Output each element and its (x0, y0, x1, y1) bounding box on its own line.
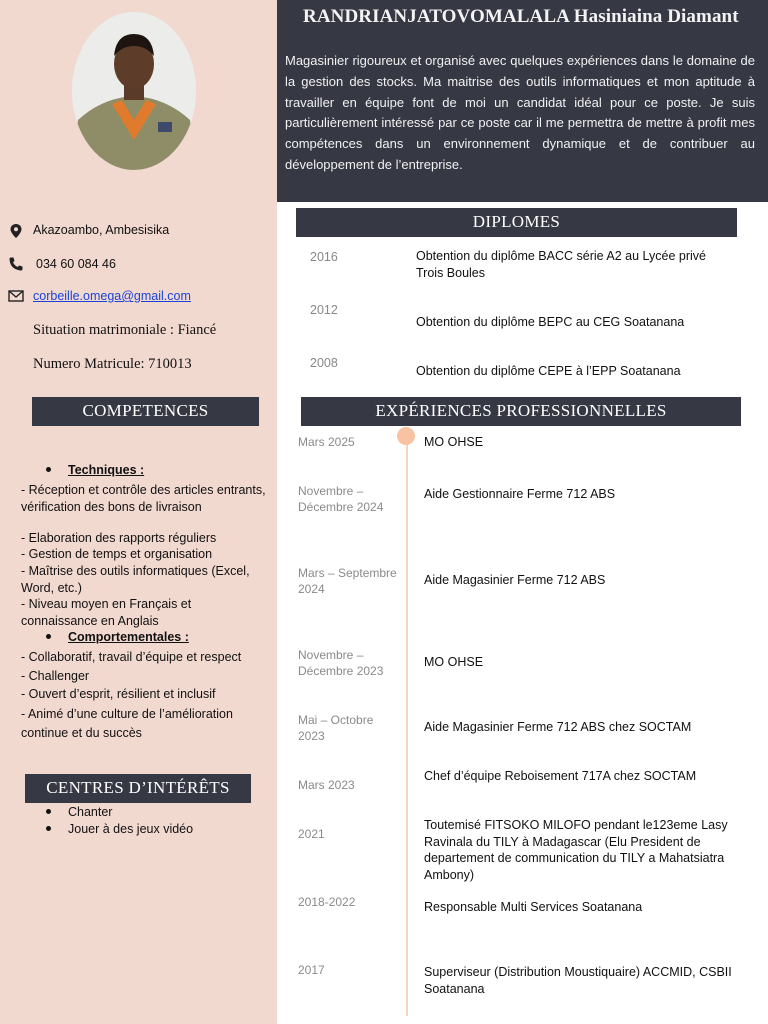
bullet-dot (46, 809, 51, 814)
experience-text: MO OHSE (424, 435, 484, 449)
experience-text: Superviseur (Distribution Moustiquaire) ACCMID, CSBII Soatanana (424, 965, 732, 996)
marital-status: Situation matrimoniale : Fiancé (33, 322, 217, 338)
location-pin-icon (8, 223, 24, 239)
interest-item: Chanter (46, 805, 112, 819)
phone-text: 034 60 084 46 (36, 257, 116, 271)
phone-icon (8, 256, 24, 272)
experience-date: Novembre – Décembre 2024 (298, 484, 384, 515)
experience-text: Responsable Multi Services Soatanana (424, 900, 643, 914)
profile-photo (72, 12, 196, 170)
skill-item: - Challenger (21, 669, 90, 683)
experience-text: Aide Gestionnaire Ferme 712 ABS (424, 487, 616, 501)
skill-item: - Réception et contrôle des articles entrants, vérification des bons de livraison (21, 483, 266, 514)
address-text: Akazoambo, Ambesisika (33, 223, 170, 237)
skill-item: - Animé d’une culture de l’amélioration continue et du succès (21, 707, 233, 740)
experience-text: Aide Magasinier Ferme 712 ABS chez SOCTAM (424, 720, 692, 734)
experience-text: Aide Magasinier Ferme 712 ABS (424, 573, 606, 587)
experience-date: Mars – Septembre 2024 (298, 566, 397, 597)
timeline-line (406, 434, 408, 1016)
email-link[interactable]: corbeille.omega@gmail.com (33, 289, 191, 303)
skill-item: - Niveau moyen en Français et connaissance en Anglais (21, 597, 192, 628)
diploma-text: Obtention du diplôme CEPE à l’EPP Soatanana (416, 364, 681, 378)
experiences-title: EXPÉRIENCES PROFESSIONNELLES (301, 397, 741, 426)
skill-item: - Gestion de temps et organisation (21, 547, 213, 561)
diploma-text: Obtention du diplôme BEPC au CEG Soatanana (416, 315, 685, 329)
skill-item: - Elaboration des rapports réguliers (21, 531, 217, 545)
bullet-dot (46, 467, 51, 472)
diploma-year: 2016 (310, 250, 338, 264)
behavioral-heading: Comportementales : (46, 630, 189, 644)
candidate-name: RANDRIANJATOVOMALALA Hasiniaina Diamant (303, 6, 739, 27)
interests-title: CENTRES D’INTÉRÊTS (25, 774, 251, 803)
experience-date: 2021 (298, 827, 325, 841)
experience-text: Chef d’équipe Reboisement 717A chez SOCTAM (424, 769, 697, 783)
experience-date: Mai – Octobre 2023 (298, 713, 374, 744)
experience-text: Toutemisé FITSOKO MILOFO pendant le123eme Lasy Ravinala du TILY à Madagascar (Elu President de departement de communication du TILY a Mahatsiatra Ambony) (424, 818, 728, 882)
skill-item: - Collaboratif, travail d’équipe et respect (21, 650, 242, 664)
diploma-text: Obtention du diplôme BACC série A2 au Lycée privé Trois Boules (416, 249, 706, 280)
skill-item: - Ouvert d’esprit, résilient et inclusif (21, 687, 216, 701)
experience-date: Novembre – Décembre 2023 (298, 648, 384, 679)
skill-item: - Maîtrise des outils informatiques (Excel, Word, etc.) (21, 564, 250, 595)
envelope-icon (8, 289, 24, 305)
diploma-year: 2008 (310, 356, 338, 370)
diploma-year: 2012 (310, 303, 338, 317)
tech-heading: Techniques : (46, 463, 144, 477)
experience-date: Mars 2023 (298, 778, 355, 792)
experience-text: MO OHSE (424, 655, 484, 669)
diplomes-title: DIPLOMES (296, 208, 737, 237)
interest-item: Jouer à des jeux vidéo (46, 822, 193, 836)
bullet-dot (46, 634, 51, 639)
timeline-marker (397, 427, 415, 445)
registration-number: Numero Matricule: 710013 (33, 356, 192, 372)
experience-date: 2017 (298, 963, 325, 977)
experience-date: 2018-2022 (298, 895, 356, 909)
experience-date: Mars 2025 (298, 435, 355, 449)
profile-summary: Magasinier rigoureux et organisé avec quelques expériences dans le domaine de la gestion des stocks. Ma maitrise des outils informatiques et mon aptitude à travailler en équipe font de moi un candidat idéal pour ce poste. Je suis particulièrement intéressé par ce poste car il me permettra de mettre à profit mes compétences dans un environnement dynamique et de contribuer au développement de l’entreprise. (285, 53, 755, 172)
bullet-dot (46, 826, 51, 831)
competences-title: COMPETENCES (32, 397, 259, 426)
